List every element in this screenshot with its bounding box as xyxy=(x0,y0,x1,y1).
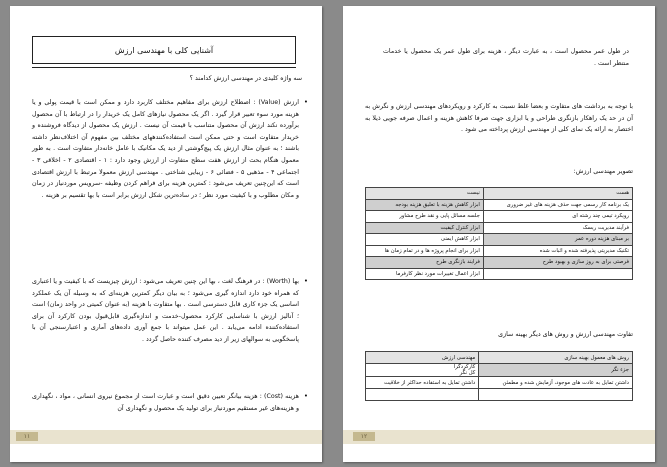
table-cell xyxy=(366,389,479,401)
table-row xyxy=(366,199,633,211)
table-header: نیست xyxy=(366,188,484,200)
section-title: تفاوت مهندسی ارزش و روش های دیگر بهینه سازی xyxy=(498,331,633,338)
table-cell: ابزار کاهش ایمنی xyxy=(366,234,484,246)
value-definition xyxy=(32,97,308,201)
table-row xyxy=(366,211,633,223)
table-row xyxy=(366,234,633,246)
title-divider xyxy=(32,67,296,68)
table-cell: ابزار کنترل کیفیت xyxy=(366,222,484,234)
overview-paragraph: با توجه به برداشت های متفاوت و بعضا غلط نسبت به کارکرد و رویکردهای مهندسی ارزش و نگرش به آن در حد یک راهکار بازنگری طراحی و یا ابزاری جهت صرفا کاهش هزینه و اعمال صرفه جویی ذیلا به اختصار به ارائه یک نمای کلی از مهندسی ارزش پرداخته می شود . xyxy=(365,103,633,134)
worth-paragraph: بها (Worth) : در فرهنگ لغت ، بها این چنین تعریف می‌شود : ارزش چیزیست که با کیفیت و یا اعتباری که همراه خود دارد اندازه گیری می‌شود ؛ به بیان دیگر کمترین هزینه‌ای که به وسیله آن یک عملکرد اساسی یک جزء کاری قابل دسترسی است . بها متفاوت با هزینه (به عنوان کمیتی در واحد زمان) است ؛ آنالیز ارزش با شناسایی کارکرد محصول-خدمت و اندازه‌گیری قابل‌قبول بودن کارکرد آن برای استفاده‌کننده ادامه می‌یابد . این عمل میتواند با جمع آوری داده‌های آماری و اعتبارسنجی آن با پاسخگویی به سوالهای زیر از دید مصرف کننده حاصل گردد . xyxy=(32,278,299,343)
table-header: هست xyxy=(483,188,632,200)
table-cell: یک برنامه کار رسمی جهت حذف هزینه های غیر ضروری xyxy=(483,199,632,211)
table-row xyxy=(366,257,633,269)
chapter-title: آشنایی کلی با مهندسی ارزش xyxy=(32,36,296,64)
comparison-table xyxy=(365,351,633,401)
table-header-row xyxy=(366,352,633,364)
table-row xyxy=(366,377,633,389)
table-cell: کارکردگرا کل نگر xyxy=(366,364,479,377)
table-cell: فرآیند مدیریت ریسک xyxy=(483,222,632,234)
table-cell: ابزار اعمال تغییرات مورد نظر کارفرما xyxy=(366,268,484,280)
page-number: ۱۲ xyxy=(353,432,375,441)
table-cell: بر مبنای هزینه دوره عمر xyxy=(483,234,632,246)
table-cell: جلسه مسائل پایی و نقد طرح مشاور xyxy=(366,211,484,223)
value-engineering-table xyxy=(365,187,633,280)
table-row xyxy=(366,222,633,234)
worth-definition xyxy=(32,276,308,346)
table-cell: تکنیک مدیریتی پذیرفته شده و اثبات شده xyxy=(483,245,632,257)
cost-definition xyxy=(32,391,308,414)
table-cell: فرایند بازنگری طرح xyxy=(366,257,484,269)
table-row xyxy=(366,245,633,257)
table-row xyxy=(366,364,633,377)
table-cell: ابزار کاهش هزینه با تعلیق هزینه بودجه xyxy=(366,199,484,211)
table-header: روش های معمول بهینه سازی xyxy=(479,352,633,364)
table-row xyxy=(366,268,633,280)
table-cell: جزء نگر xyxy=(479,364,633,377)
table-cell: داشتن تمایل به عادت های موجود، آزمایش شده و مطمئن xyxy=(479,377,633,389)
cost-paragraph: هزینه (Cost) : هزینه بیانگر تعیین دقیق است و عبارت است از مجموع نیروی انسانی ، مواد ، نگهداری و هزینه‌های غیر مستقیم موردنیاز برای تولید یک محصول و نگهداری آن xyxy=(32,393,299,412)
table-header-row xyxy=(366,188,633,200)
page-footer xyxy=(343,430,655,444)
table-cell xyxy=(479,389,633,401)
page-footer xyxy=(10,430,322,444)
table1-caption: تصویر مهندسی ارزش: xyxy=(573,168,633,175)
page-number: ۱۱ xyxy=(16,432,38,441)
table-cell: رویکرد تیمی چند رشته ای xyxy=(483,211,632,223)
continued-text: در طول عمر محصول است ، به عبارت دیگر ، هزینه برای طول عمر یک محصول یا خدمات منتظر است . xyxy=(383,48,629,67)
table-header: مهندسی ارزش xyxy=(366,352,479,364)
left-page xyxy=(10,6,322,462)
right-page xyxy=(343,6,655,462)
table-cell xyxy=(483,268,632,280)
table-cell: فرصتی برای به روز سازی و بهبود طرح xyxy=(483,257,632,269)
intro-question: سه واژه کلیدی در مهندسی ارزش کدامند ؟ xyxy=(189,75,302,82)
table-cell: داشتن تمایل به استفاده حداکثر از خلاقیت xyxy=(366,377,479,389)
value-paragraph: ارزش (Value) : اصطلاح ارزش برای مفاهیم مختلف کاربرد دارد و ممکن است با قیمت پولی و یا هزینه مورد سوء تعبیر قرار گیرد . اگر یک محصول نیازهای کامل یک خریدار را در ارتباط با آن محصول برآورده نکند ارزش آن محصول متناسب با قیمت آن نیست . ارزش یک محصول از دیدگاه فروشنده و خریدار متفاوت است و حتی ممکن است استفاده‌کنندههای مختلف بین مفهوم آن اختلاف‌نظر داشته باشند ؛ به عنوان مثال ارزش یک پیچ‌گوشتی از دید یک مکانیک با عامل خانه‌دار متفاوت است . به طور معمول هنگام بحث از ارزش هفت سطح متفاوت از ارزش وجود دارد : ۱ - اقتصادی ۲ - اخلاقی ۳ - اجتماعی ۴ - مذهبی ۵ - فضائی ۶ - زیبایی شناختی . مهندسی ارزش معمولا مرتبط با ارزش اقتصادی است که این‌چنین تعریف می‌شود : کمترین هزینه برای فراهم کردن وظیفه -سرویس موردنیاز در زمان و مکان مطلوب و با کیفیت مورد نظر ؛ در ساده‌ترین شکل ارزش برابر است با بها تقسیم بر هزینه . xyxy=(32,99,299,199)
table-cell: ابزار برای انجام پروژه ها و در تمام زمان ها xyxy=(366,245,484,257)
table-row xyxy=(366,389,633,401)
